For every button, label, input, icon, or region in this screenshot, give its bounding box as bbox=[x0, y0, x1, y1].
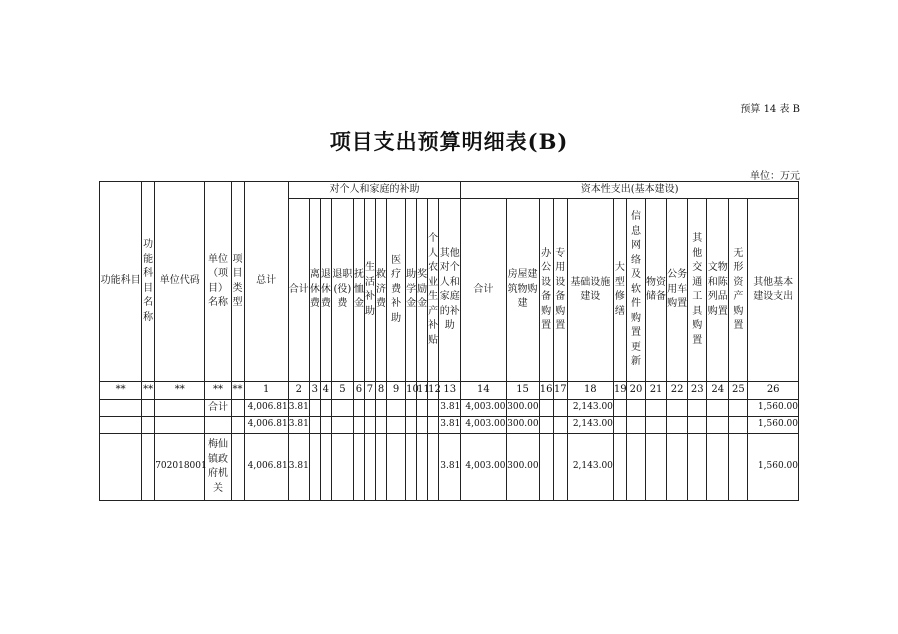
table-code: 预算 14 表 B bbox=[740, 104, 800, 115]
value-cell: 300.00 bbox=[506, 400, 539, 417]
project-type-cell bbox=[231, 400, 244, 417]
value-cell bbox=[707, 434, 729, 501]
value-cell bbox=[309, 400, 320, 417]
function-code-cell bbox=[100, 400, 142, 417]
page-title: 项目支出预算明细表(B) bbox=[329, 129, 569, 154]
value-cell bbox=[406, 400, 417, 417]
value-cell: 2,143.00 bbox=[567, 417, 613, 434]
value-cell bbox=[309, 434, 320, 501]
index-cell: 4 bbox=[320, 382, 331, 400]
table-row bbox=[100, 400, 799, 417]
header-cell: 功能科目 bbox=[100, 182, 142, 382]
header-cell: 医疗费补助 bbox=[387, 199, 406, 382]
value-cell bbox=[428, 400, 439, 417]
value-cell bbox=[729, 417, 748, 434]
value-cell bbox=[667, 400, 688, 417]
value-cell bbox=[331, 417, 353, 434]
value-cell: 3.81 bbox=[439, 417, 461, 434]
header-cell: 功能科目名称 bbox=[142, 182, 155, 382]
header-cell: 抚恤金 bbox=[353, 199, 364, 382]
header-cell: 助学金 bbox=[406, 199, 417, 382]
value-cell bbox=[553, 434, 567, 501]
value-cell bbox=[320, 417, 331, 434]
index-cell: 19 bbox=[613, 382, 626, 400]
header-cell: 救济费 bbox=[376, 199, 387, 382]
value-cell bbox=[320, 400, 331, 417]
value-cell: 4,006.81 bbox=[244, 417, 288, 434]
column-index-row bbox=[100, 382, 799, 400]
value-cell bbox=[688, 400, 707, 417]
value-cell: 4,006.81 bbox=[244, 400, 288, 417]
index-cell: ** bbox=[205, 382, 231, 400]
table-row bbox=[100, 417, 799, 434]
value-cell bbox=[387, 400, 406, 417]
value-cell bbox=[667, 417, 688, 434]
value-cell bbox=[320, 434, 331, 501]
header-cell: 其他交通工具购置 bbox=[688, 199, 707, 382]
header-cell: 退休费 bbox=[320, 199, 331, 382]
unit-code-cell bbox=[155, 417, 205, 434]
value-cell: 300.00 bbox=[506, 434, 539, 501]
header-cell: 物资储备 bbox=[646, 199, 667, 382]
value-cell bbox=[376, 417, 387, 434]
value-cell bbox=[539, 400, 553, 417]
header-cell: 文物和陈列品购置 bbox=[707, 199, 729, 382]
unit-label: 单位：万元 bbox=[750, 171, 800, 182]
header-cell: 信息网络及软件购置更新 bbox=[626, 199, 645, 382]
value-cell bbox=[376, 400, 387, 417]
project-type-cell bbox=[231, 434, 244, 501]
value-cell bbox=[387, 417, 406, 434]
value-cell: 3.81 bbox=[439, 434, 461, 501]
index-cell: 11 bbox=[417, 382, 428, 400]
index-cell: 26 bbox=[748, 382, 799, 400]
function-code-cell bbox=[100, 434, 142, 501]
value-cell bbox=[353, 434, 364, 501]
unit-name-cell bbox=[205, 417, 231, 434]
value-cell bbox=[646, 400, 667, 417]
index-cell: 6 bbox=[353, 382, 364, 400]
index-cell: 18 bbox=[567, 382, 613, 400]
index-cell: 24 bbox=[707, 382, 729, 400]
budget-table bbox=[99, 181, 799, 501]
index-cell: ** bbox=[155, 382, 205, 400]
value-cell: 4,003.00 bbox=[461, 400, 506, 417]
value-cell bbox=[417, 400, 428, 417]
value-cell bbox=[417, 417, 428, 434]
value-cell bbox=[364, 434, 375, 501]
table-row bbox=[100, 434, 799, 501]
value-cell bbox=[406, 417, 417, 434]
value-cell bbox=[309, 417, 320, 434]
index-cell: 16 bbox=[539, 382, 553, 400]
header-cell: 合计 bbox=[288, 199, 309, 382]
value-cell bbox=[613, 417, 626, 434]
index-cell: 3 bbox=[309, 382, 320, 400]
value-cell bbox=[688, 417, 707, 434]
value-cell bbox=[539, 417, 553, 434]
index-cell: 13 bbox=[439, 382, 461, 400]
header-cell: 退职(役)费 bbox=[331, 199, 353, 382]
header-cell: 无形资产购置 bbox=[729, 199, 748, 382]
unit-name-cell: 合计 bbox=[205, 400, 231, 417]
value-cell bbox=[417, 434, 428, 501]
value-cell bbox=[331, 400, 353, 417]
value-cell: 300.00 bbox=[506, 417, 539, 434]
index-cell: 25 bbox=[729, 382, 748, 400]
index-cell: 22 bbox=[667, 382, 688, 400]
value-cell bbox=[613, 434, 626, 501]
header-cell: 其他基本建设支出 bbox=[748, 199, 799, 382]
header-cell: 房屋建筑物购建 bbox=[506, 199, 539, 382]
value-cell bbox=[387, 434, 406, 501]
header-cell: 公务用车购置 bbox=[667, 199, 688, 382]
header-cell: 个人农业生产补贴 bbox=[428, 199, 439, 382]
value-cell bbox=[353, 417, 364, 434]
value-cell bbox=[626, 417, 645, 434]
header-cell: 单位代码 bbox=[155, 182, 205, 382]
index-cell: 17 bbox=[553, 382, 567, 400]
value-cell bbox=[428, 434, 439, 501]
index-cell: 10 bbox=[406, 382, 417, 400]
index-cell: 21 bbox=[646, 382, 667, 400]
header-cell: 办公设备购置 bbox=[539, 199, 553, 382]
index-cell: 12 bbox=[428, 382, 439, 400]
index-cell: 9 bbox=[387, 382, 406, 400]
header-cell: 单位（项目）名称 bbox=[205, 182, 231, 382]
function-name-cell bbox=[142, 417, 155, 434]
function-code-cell bbox=[100, 417, 142, 434]
header-group-row bbox=[100, 182, 799, 199]
value-cell bbox=[613, 400, 626, 417]
index-cell: ** bbox=[231, 382, 244, 400]
value-cell: 4,006.81 bbox=[244, 434, 288, 501]
value-cell: 2,143.00 bbox=[567, 400, 613, 417]
header-cell: 其他对个人和家庭的补助 bbox=[439, 199, 461, 382]
index-cell: 23 bbox=[688, 382, 707, 400]
value-cell bbox=[707, 417, 729, 434]
value-cell bbox=[428, 417, 439, 434]
unit-code-cell: 702018001 bbox=[155, 434, 205, 501]
value-cell bbox=[539, 434, 553, 501]
value-cell: 4,003.00 bbox=[461, 417, 506, 434]
value-cell bbox=[646, 417, 667, 434]
function-name-cell bbox=[142, 434, 155, 501]
header-cell: 基础设施建设 bbox=[567, 199, 613, 382]
index-cell: 7 bbox=[364, 382, 375, 400]
index-cell: 5 bbox=[331, 382, 353, 400]
value-cell bbox=[553, 417, 567, 434]
header-cell: 项目类型 bbox=[231, 182, 244, 382]
index-cell: 20 bbox=[626, 382, 645, 400]
unit-name-cell: 梅仙镇政府机关 bbox=[205, 434, 231, 501]
header-cell: 奖励金 bbox=[417, 199, 428, 382]
value-cell: 2,143.00 bbox=[567, 434, 613, 501]
header-cell: 大型修缮 bbox=[613, 199, 626, 382]
value-cell bbox=[406, 434, 417, 501]
value-cell bbox=[729, 400, 748, 417]
value-cell bbox=[646, 434, 667, 501]
value-cell bbox=[331, 434, 353, 501]
value-cell bbox=[707, 400, 729, 417]
index-cell: ** bbox=[100, 382, 142, 400]
index-cell: 2 bbox=[288, 382, 309, 400]
group-personal-header: 对个人和家庭的补助 bbox=[288, 182, 461, 199]
value-cell bbox=[553, 400, 567, 417]
header-cell: 合计 bbox=[461, 199, 506, 382]
value-cell: 3.81 bbox=[288, 417, 309, 434]
value-cell bbox=[729, 434, 748, 501]
value-cell bbox=[626, 400, 645, 417]
value-cell: 4,003.00 bbox=[461, 434, 506, 501]
value-cell bbox=[688, 434, 707, 501]
header-cell: 总计 bbox=[244, 182, 288, 382]
value-cell: 1,560.00 bbox=[748, 400, 799, 417]
index-cell: 8 bbox=[376, 382, 387, 400]
header-cell: 生活补助 bbox=[364, 199, 375, 382]
value-cell: 3.81 bbox=[288, 434, 309, 501]
project-type-cell bbox=[231, 417, 244, 434]
value-cell bbox=[364, 417, 375, 434]
value-cell: 3.81 bbox=[439, 400, 461, 417]
value-cell: 3.81 bbox=[288, 400, 309, 417]
index-cell: 15 bbox=[506, 382, 539, 400]
header-cell: 专用设备购置 bbox=[553, 199, 567, 382]
header-cell: 离休费 bbox=[309, 199, 320, 382]
value-cell bbox=[626, 434, 645, 501]
value-cell bbox=[376, 434, 387, 501]
index-cell: ** bbox=[142, 382, 155, 400]
index-cell: 1 bbox=[244, 382, 288, 400]
group-capital-header: 资本性支出(基本建设) bbox=[461, 182, 799, 199]
index-cell: 14 bbox=[461, 382, 506, 400]
value-cell: 1,560.00 bbox=[748, 417, 799, 434]
value-cell bbox=[364, 400, 375, 417]
value-cell: 1,560.00 bbox=[748, 434, 799, 501]
unit-code-cell bbox=[155, 400, 205, 417]
value-cell bbox=[667, 434, 688, 501]
function-name-cell bbox=[142, 400, 155, 417]
value-cell bbox=[353, 400, 364, 417]
